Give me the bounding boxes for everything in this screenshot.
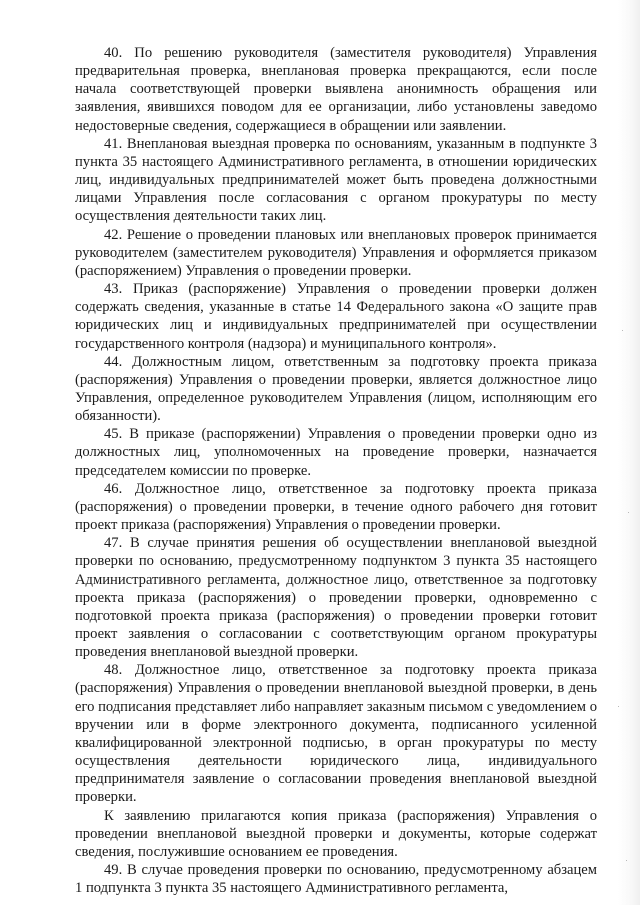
scan-edge-shadow	[618, 0, 640, 905]
paragraph-47: 47. В случае принятия решения об осуществлении внеплановой выездной проверки по основанию, предусмотренному подпунктом 3 пункта 35 настоящего Административного регламента, должностное лицо, ответственное за подготовку проекта приказа (распоряжения) о проведении проверки, одновременно с подготовкой проекта приказа (распоряжения) о проведении проверки готовит проект заявления о согласовании с соответствующим органом прокуратуры проведения внеплановой выездной проверки.	[75, 535, 597, 661]
paragraph-41: 41. Внеплановая выездная проверка по основаниям, указанным в подпункте 3 пункта 35 настоящего Административного регламента, в отношении юридических лиц, индивидуальных предпринимателей может быть проведена должностными лицами Управления после согласования с органом прокуратуры по месту осуществления деятельности таких лиц.	[75, 135, 597, 225]
paragraph-40: 40. По решению руководителя (заместителя руководителя) Управления предварительная проверка, внеплановая проверка прекращаются, если после начала соответствующей проверки выявлена анонимность обращения или заявления, явившихся поводом для ее организации, либо установлены заведомо недостоверные сведения, содержащиеся в обращении или заявлении.	[75, 45, 597, 134]
paragraph-48-attachment: К заявлению прилагаются копия приказа (распоряжения) Управления о проведении внеплановой выездной проверки и документы, которые содержат сведения, послужившие основанием ее проведения.	[75, 807, 597, 860]
paragraph-42: 42. Решение о проведении плановых или внеплановых проверок принимается руководителем (заместителем руководителя) Управления и оформляется приказом (распоряжением) Управления о проведении проверки.	[75, 226, 597, 279]
paragraph-44: 44. Должностным лицом, ответственным за подготовку проекта приказа (распоряжения) Управления о проведении проверки, является должностное лицо Управления, определенное руководителем Управления (лицом, исполняющим его обязанности).	[75, 353, 597, 425]
scan-speck	[626, 860, 627, 861]
document-body	[75, 44, 597, 897]
paragraph-46: 46. Должностное лицо, ответственное за подготовку проекта приказа (распоряжения) о проведении проверки, в течение одного рабочего дня готовит проект приказа (распоряжения) Управления о проведении проверки.	[75, 480, 597, 534]
paragraph-45: 45. В приказе (распоряжении) Управления о проведении проверки одно из должностных лиц, уполномоченных на проведение проверки, назначается председателем комиссии по проверке.	[75, 426, 597, 479]
scan-speck	[618, 706, 619, 707]
scan-speck	[628, 512, 629, 513]
paragraph-49: 49. В случае проведения проверки по основанию, предусмотренному абзацем 1 подпункта 3 пункта 35 настоящего Административного регламента,	[75, 862, 597, 897]
paragraph-48: 48. Должностное лицо, ответственное за подготовку проекта приказа (распоряжения) Управления о проведении внеплановой выездной проверки, в день его подписания представляет либо направляет заказным письмом с уведомлением о вручении или в форме электронного документа, подписанного усиленной квалифицированной электронной подписью, в орган прокуратуры по месту осуществления деятельности юридического лица, индивидуального предпринимателя заявление о согласовании проведения внеплановой выездной проверки.	[75, 662, 597, 806]
scan-speck	[622, 330, 623, 331]
paragraph-43: 43. Приказ (распоряжение) Управления о проведении проверки должен содержать сведения, указанные в статье 14 Федерального закона «О защите прав юридических лиц и индивидуальных предпринимателей при осуществлении государственного контроля (надзора) и муниципального контроля».	[75, 281, 597, 352]
